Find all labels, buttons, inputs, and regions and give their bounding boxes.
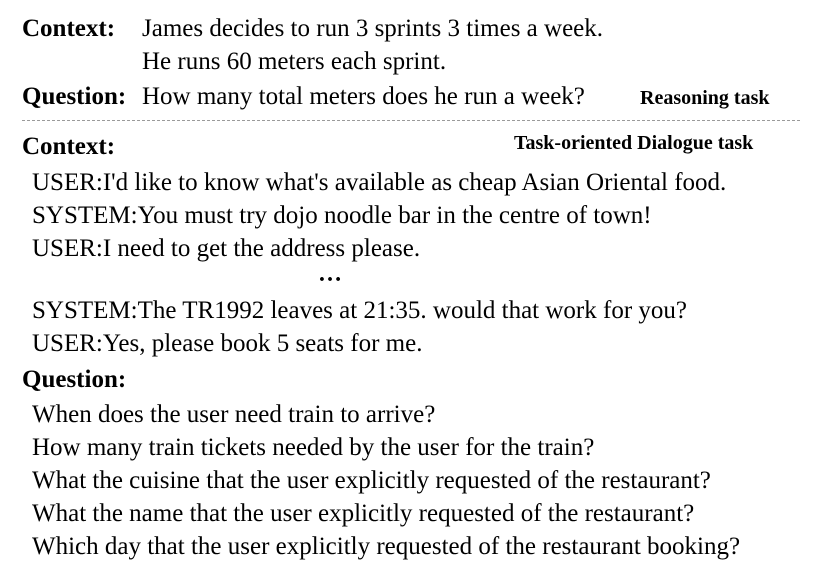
- dialogue-turn-4: SYSTEM:The TR1992 leaves at 21:35. would that work for you?: [32, 297, 688, 324]
- reasoning-task-tag: Reasoning task: [640, 87, 770, 109]
- dialogue-turn-3: USER:I need to get the address please.: [32, 235, 421, 262]
- reasoning-context-label-text: Context: [22, 15, 107, 42]
- dialogue-turn-2: SYSTEM:You must try dojo noodle bar in the centre of town!: [32, 202, 652, 229]
- reasoning-question-label-text: Question: [22, 83, 118, 110]
- reasoning-context-colon: :: [106, 15, 116, 42]
- reasoning-question-text: How many total meters does he run a week?: [142, 83, 585, 110]
- reasoning-question-colon: :: [117, 83, 127, 110]
- dialogue-question-4: What the name that the user explicitly requested of the restaurant?: [32, 500, 695, 527]
- dialogue-context-label: Context:: [22, 133, 116, 160]
- dialogue-question-1: When does the user need train to arrive?: [32, 401, 436, 428]
- dialogue-task-tag: Task-oriented Dialogue task: [514, 132, 754, 154]
- reasoning-context-line-1: James decides to run 3 sprints 3 times a week.: [142, 15, 604, 42]
- dialogue-turn-1: USER:I'd like to know what's available as cheap Asian Oriental food.: [32, 169, 727, 196]
- dialogue-question-2: How many train tickets needed by the user for the train?: [32, 434, 595, 461]
- dialogue-question-5: Which day that the user explicitly requested of the restaurant booking?: [32, 533, 741, 560]
- dialogue-question-label: Question:: [22, 366, 127, 393]
- reasoning-question-label: [22, 82, 126, 112]
- dialogue-question-3: What the cuisine that the user explicitly requested of the restaurant?: [32, 467, 711, 494]
- reasoning-context-label: [22, 14, 115, 44]
- reasoning-context-line-2: He runs 60 meters each sprint.: [142, 48, 447, 75]
- section-divider: [22, 120, 800, 121]
- dialogue-ellipsis: …: [318, 261, 343, 287]
- dialogue-turn-5: USER:Yes, please book 5 seats for me.: [32, 330, 423, 357]
